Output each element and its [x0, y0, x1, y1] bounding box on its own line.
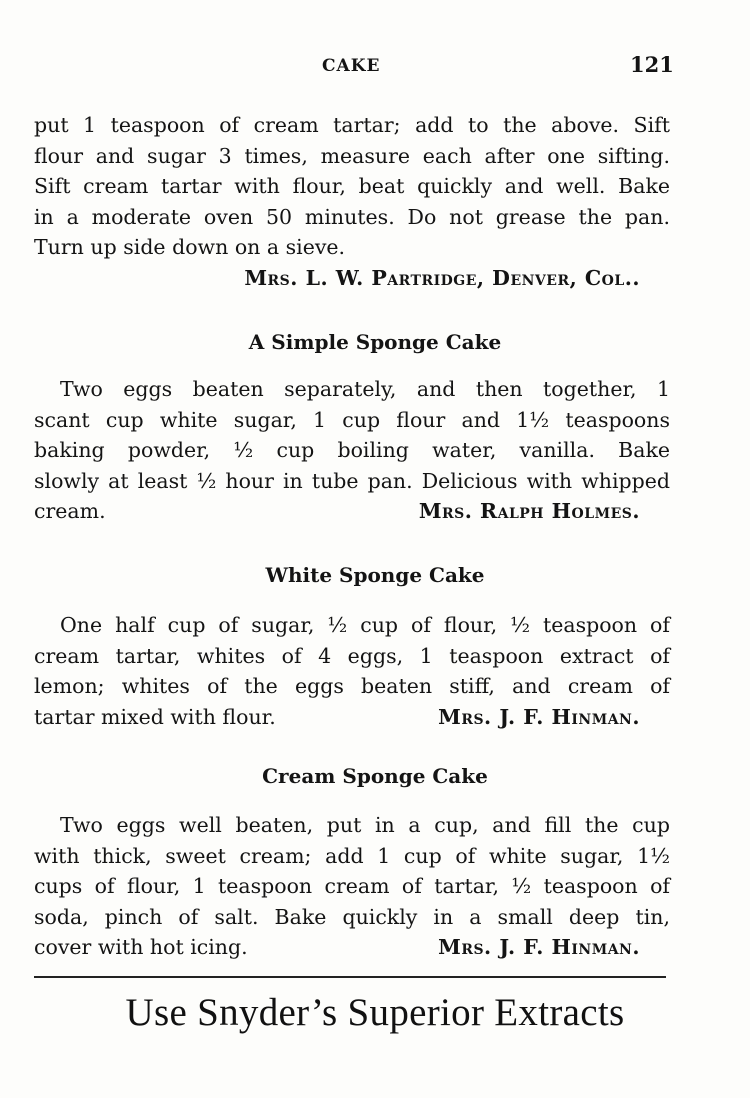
- text-line: soda, pinch of salt. Bake quickly in a small deep tin,: [34, 904, 670, 929]
- text-line: Sift cream tartar with flour, beat quickly and well. Bake: [34, 174, 670, 198]
- recipe-title: A Simple Sponge Cake: [248, 330, 502, 354]
- text-line: One half cup of sugar, ½ cup of flour, ½ teaspoon of: [60, 613, 670, 637]
- recipe-signature: Mrs. Ralph Holmes.: [418, 499, 640, 523]
- footer-divider: [34, 976, 666, 978]
- text-line: Two eggs beaten separately, and then together, 1: [60, 377, 670, 401]
- text-line: cups of flour, 1 teaspoon cream of tartar, ½ teaspoon of: [34, 874, 670, 898]
- text-line: baking powder, ½ cup boiling water, vanilla. Bake: [34, 438, 670, 462]
- running-header: [0, 52, 750, 82]
- page-title: CAKE: [322, 56, 381, 76]
- recipe-body: [34, 610, 670, 732]
- recipe-title: Cream Sponge Cake: [262, 764, 488, 788]
- text-line: cream.: [34, 499, 106, 523]
- text-line: Turn up side down on a sieve.: [34, 235, 346, 259]
- text-line: flour and sugar 3 times, measure each after one sifting.: [34, 143, 670, 168]
- text-line: Two eggs well beaten, put in a cup, and fill the cup: [60, 813, 670, 837]
- text-line: tartar mixed with flour.: [34, 704, 276, 729]
- text-line: in a moderate oven 50 minutes. Do not grease the pan.: [34, 204, 670, 229]
- text-line: put 1 teaspoon of cream tartar; add to the above. Sift: [34, 113, 670, 137]
- text-line: lemon; whites of the eggs beaten stiff, and cream of: [34, 674, 670, 698]
- text-line: cream tartar, whites of 4 eggs, 1 teaspoon extract of: [34, 643, 670, 668]
- text-line: cover with hot icing.: [34, 935, 248, 959]
- recipe-signature: Mrs. J. F. Hinman.: [438, 935, 640, 959]
- intro-paragraph: [34, 110, 670, 293]
- recipe-title: White Sponge Cake: [265, 563, 485, 587]
- text-line: slowly at least ½ hour in tube pan. Delicious with whipped: [34, 468, 670, 493]
- recipe-body: [34, 810, 670, 963]
- text-line: with thick, sweet cream; add 1 cup of white sugar, 1½: [34, 843, 670, 868]
- recipe-signature: Mrs. J. F. Hinman.: [438, 704, 640, 729]
- recipe-body: [34, 374, 670, 527]
- recipe-signature: Mrs. L. W. Partridge, Denver, Col..: [244, 265, 640, 290]
- page-number: 121: [630, 52, 674, 77]
- text-line: scant cup white sugar, 1 cup flour and 1½ teaspoons: [34, 407, 670, 432]
- footer-advertisement: Use Snyder’s Superior Extracts: [125, 991, 625, 1034]
